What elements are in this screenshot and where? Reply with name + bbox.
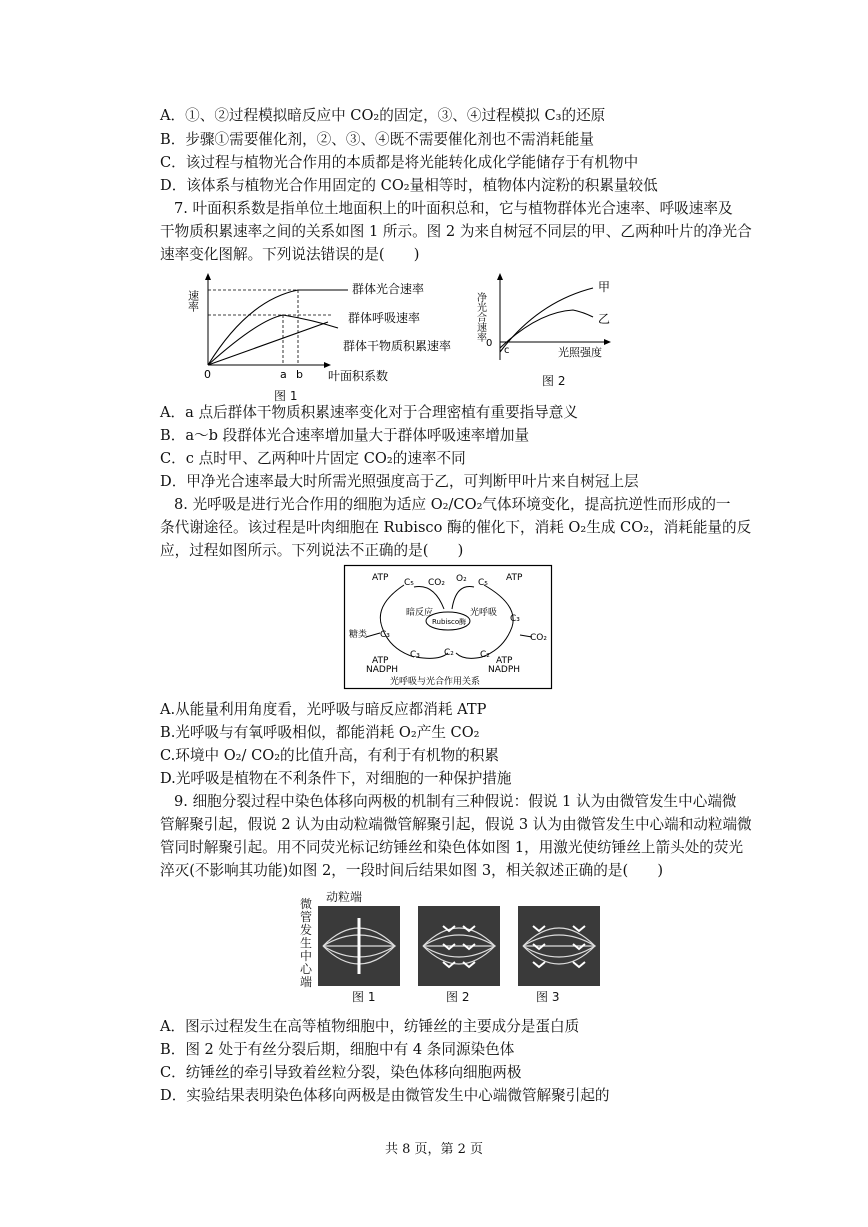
diagram-c2-mid: C₂ <box>444 648 454 658</box>
diagram-c3-left: C₃ <box>380 630 390 640</box>
q8-option-c: C.环境中 O₂/ CO₂的比值升高，有利于有机物的积累 <box>160 747 499 764</box>
q6-option-a: A．①、②过程模拟暗反应中 CO₂的固定，③、④过程模拟 C₃的还原 <box>160 107 606 124</box>
fig1-tick-a: a <box>280 368 287 381</box>
fig1-curve-dry-matter: 群体干物质积累速率 <box>343 339 452 353</box>
diagram-sugar: 糖类 <box>349 630 368 640</box>
fig1-caption: 图 1 <box>274 389 298 403</box>
q7-option-c: C．c 点时甲、乙两种叶片固定 CO₂的速率不同 <box>160 450 466 467</box>
diagram-atp-right-bottom: ATP <box>496 656 513 666</box>
fig1-tick-b: b <box>296 368 303 381</box>
fig2-curve-yi: 乙 <box>598 312 611 326</box>
q8-stem-line: 条代谢途径。该过程是叶肉细胞在 Rubisco 酶的催化下，消耗 O₂生成 CO₂，消耗能量的反 <box>160 519 752 536</box>
q7-stem-line: 速率变化图解。下列说法错误的是( ) <box>160 246 420 263</box>
fig1-origin: 0 <box>204 368 211 381</box>
q9-label-kinetochore: 动粒端 <box>326 890 363 904</box>
diagram-atp-left: ATP <box>372 573 389 583</box>
diagram-caption: 光呼吸与光合作用关系 <box>390 677 481 687</box>
fig2-caption: 图 2 <box>542 374 566 388</box>
q9-option-b: B．图 2 处于有丝分裂后期，细胞中有 4 条同源染色体 <box>160 1041 515 1058</box>
diagram-o2-top: O₂ <box>456 574 467 584</box>
q9-stem-line: 淬灭(不影响其功能)如图 2，一段时间后结果如图 3，相关叙述正确的是( ) <box>160 862 664 879</box>
q9-stem-line: 管同时解聚引起。用不同荧光标记纺锤丝和染色体如图 1，用激光使纺锤丝上箭头处的荧光 <box>160 839 744 856</box>
q9-caption-2: 图 2 <box>446 990 470 1004</box>
diagram-atp-left-bottom: ATP <box>372 656 389 666</box>
q7-figure-1 <box>188 270 468 400</box>
q9-option-c: C．纺锤丝的牵引导致着丝粒分裂，染色体移向细胞两极 <box>160 1064 522 1081</box>
q6-option-b: B．步骤①需要催化剂，②、③、④既不需要催化剂也不需消耗能量 <box>160 131 594 148</box>
diagram-c5-right: C₅ <box>478 578 488 588</box>
diagram-photorespiration: 光呼吸 <box>470 608 498 618</box>
q9-caption-3: 图 3 <box>536 990 560 1004</box>
diagram-atp-right: ATP <box>506 573 523 583</box>
fig2-tick-c: c <box>504 345 510 356</box>
q8-option-a: A.从能量利用角度看，光呼吸与暗反应都消耗 ATP <box>160 701 487 718</box>
label-char: 微 <box>300 897 313 911</box>
q9-option-d: D．实验结果表明染色体移向两极是由微管发生中心端微管解聚引起的 <box>160 1087 610 1104</box>
q7-option-b: B．a～b 段群体光合速率增加量大于群体呼吸速率增加量 <box>160 427 530 444</box>
q9-stem-line: 9. 细胞分裂过程中染色体移向两极的机制有三种假说：假说 1 认为由微管发生中心端微 <box>174 793 737 810</box>
diagram-nadph-right: NADPH <box>488 665 521 675</box>
q6-option-d: D．该体系与植物光合作用固定的 CO₂量相等时，植物体内淀粉的积累量较低 <box>160 177 658 194</box>
q7-option-d: D．甲净光合速率最大时所需光照强度高于乙，可判断甲叶片来自树冠上层 <box>160 473 639 490</box>
page-footer: 共 8 页，第 2 页 <box>384 1142 484 1157</box>
diagram-c3-bottom: C₃ <box>410 650 420 660</box>
diagram-rubisco: Rubisco酶 <box>432 618 467 626</box>
diagram-dark-reaction: 暗反应 <box>406 608 434 618</box>
q8-stem-line: 8. 光呼吸是进行光合作用的细胞为适应 O₂/CO₂气体环境变化，提高抗逆性而形成的一 <box>174 496 731 513</box>
q6-option-c: C．该过程与植物光合作用的本质都是将光能转化成化学能储存于有机物中 <box>160 154 639 171</box>
label-char: 发 <box>300 923 313 937</box>
fig1-xlabel: 叶面积系数 <box>328 369 389 383</box>
diagram-co2-right: CO₂ <box>530 633 547 643</box>
q9-stem-line: 管解聚引起，假说 2 认为由动粒端微管解聚引起，假说 3 认为由微管发生中心端和动粒端微 <box>160 816 752 833</box>
diagram-c3-right: C₃ <box>510 614 520 624</box>
label-char: 端 <box>300 975 313 989</box>
q7-stem-line: 7. 叶面积系数是指单位土地面积上的叶面积总和，它与植物群体光合速率、呼吸速率及 <box>174 200 733 217</box>
fig2-ylabel: 净光合速率 <box>474 292 486 342</box>
fig1-ylabel: 速率 <box>186 290 200 312</box>
q8-option-b: B.光呼吸与有氧呼吸相似，都能消耗 O₂产生 CO₂ <box>160 724 480 741</box>
q8-photorespiration-diagram <box>344 565 552 689</box>
fig2-origin: 0 <box>486 338 493 349</box>
label-char: 管 <box>300 910 313 924</box>
label-char: 心 <box>300 962 313 976</box>
diagram-nadph-left: NADPH <box>366 665 399 675</box>
diagram-co2-top: CO₂ <box>428 578 445 588</box>
q8-stem-line: 应，过程如图所示。下列说法不正确的是( ) <box>160 542 464 559</box>
diagram-c2-bottom: C₂ <box>480 650 490 660</box>
label-char: 生 <box>300 936 313 950</box>
fig1-curve-respiration: 群体呼吸速率 <box>348 311 421 325</box>
q9-label-center-end <box>300 898 314 989</box>
fig1-curve-photosynthesis: 群体光合速率 <box>352 282 425 296</box>
q7-option-a: A．a 点后群体干物质积累速率变化对于合理密植有重要指导意义 <box>160 404 578 421</box>
q9-micrograph-panels <box>318 906 600 986</box>
q7-figure-2 <box>474 272 628 372</box>
fig2-xlabel: 光照强度 <box>558 346 602 359</box>
fig2-curve-jia: 甲 <box>598 280 611 294</box>
q7-stem-line: 干物质积累速率之间的关系如图 1 所示。图 2 为来自树冠不同层的甲、乙两种叶片的净光合 <box>160 223 752 240</box>
q8-option-d: D.光呼吸是植物在不利条件下，对细胞的一种保护措施 <box>160 770 512 787</box>
diagram-c5-left: C₅ <box>404 578 414 588</box>
q9-option-a: A．图示过程发生在高等植物细胞中，纺锤丝的主要成分是蛋白质 <box>160 1018 580 1035</box>
label-char: 中 <box>300 949 313 963</box>
q9-caption-1: 图 1 <box>352 990 376 1004</box>
